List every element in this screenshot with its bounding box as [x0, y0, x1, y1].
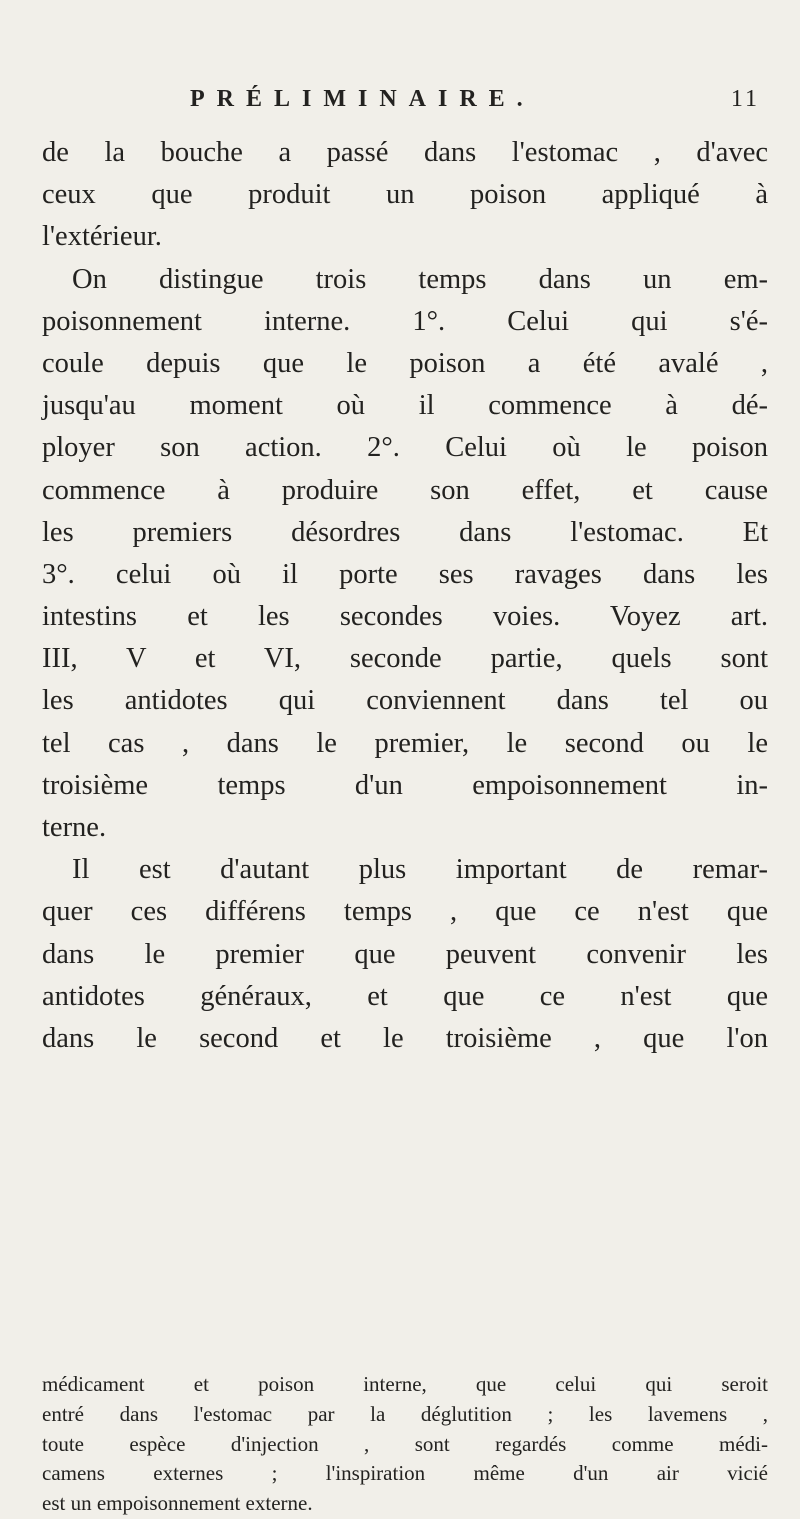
footnote-line: médicament et poison interne, que celui qui seroit — [42, 1372, 768, 1396]
text-line: coule depuis que le poison a été avalé , — [42, 347, 768, 379]
text-line: quer ces différens temps , que ce n'est que — [42, 896, 768, 928]
text-line: de la bouche a passé dans l'estomac , d'avec — [42, 137, 768, 168]
page-number: 11 — [730, 86, 760, 112]
text-line: III, V et VI, seconde partie, quels sont — [42, 643, 768, 675]
text-line: On distingue trois temps dans un em- — [72, 263, 768, 295]
footnote — [42, 1370, 768, 1519]
text-line: 3°. celui où il porte ses ravages dans les — [42, 558, 768, 590]
main-text — [42, 132, 768, 1060]
text-line: dans le premier que peuvent convenir les — [42, 938, 768, 970]
footnote-line: est un empoisonnement externe. — [42, 1491, 313, 1516]
page-header — [190, 86, 760, 126]
text-line: l'extérieur. — [42, 221, 162, 253]
text-line: Il est d'autant plus important de remar- — [72, 854, 768, 886]
text-line: poisonnement interne. 1°. Celui qui s'é- — [42, 305, 768, 337]
text-line: jusqu'au moment où il commence à dé- — [42, 390, 768, 422]
running-title: PRÉLIMINAIRE. — [190, 86, 535, 112]
text-line: intestins et les secondes voies. Voyez art. — [42, 601, 768, 633]
text-line: dans le second et le troisième , que l'on — [42, 1022, 768, 1054]
text-line: ployer son action. 2°. Celui où le poison — [42, 432, 768, 464]
footnote-line: toute espèce d'injection , sont regardés comme médi- — [42, 1431, 768, 1456]
text-line: troisième temps d'un empoisonnement in- — [42, 769, 768, 801]
text-line: commence à produire son effet, et cause — [42, 474, 768, 506]
text-line: les antidotes qui conviennent dans tel ou — [42, 685, 768, 717]
text-line: terne. — [42, 812, 107, 843]
text-line: les premiers désordres dans l'estomac. Et — [42, 516, 768, 548]
text-line: ceux que produit un poison appliqué à — [42, 179, 768, 211]
text-line: tel cas , dans le premier, le second ou le — [42, 727, 768, 759]
text-line: antidotes généraux, et que ce n'est que — [42, 980, 768, 1012]
footnote-line: camens externes ; l'inspiration même d'un air vicié — [42, 1461, 768, 1486]
footnote-line: entré dans l'estomac par la déglutition ; les lavemens , — [42, 1401, 768, 1426]
